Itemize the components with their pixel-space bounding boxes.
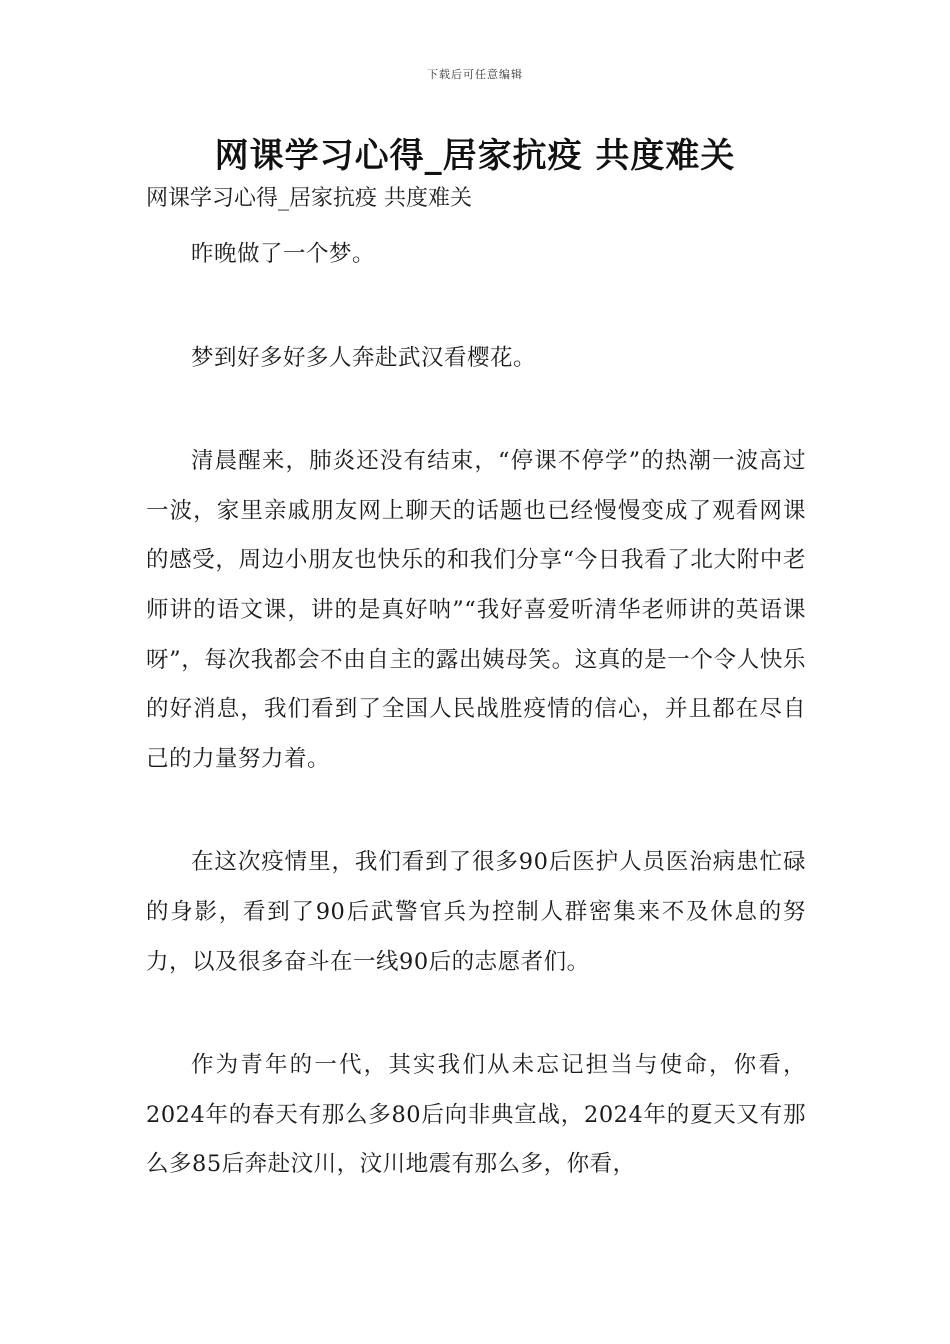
document-title: 网课学习心得_居家抗疫 共度难关 xyxy=(214,136,736,176)
paragraph: 昨晚做了一个梦。 xyxy=(191,241,376,267)
document-subtitle: 网课学习心得_居家抗疫 共度难关 xyxy=(146,186,472,211)
paragraph: 清晨醒来，肺炎还没有结束，“停课不停学”的热潮一波高过一波，家里亲戚朋友网上聊天的话题也已经慢慢变成了观看网课的感受，周边小朋友也快乐的和我们分享“今日我看了北大附中老师讲的语文课，讲的是真好呐”“我好喜爱听清华老师讲的英语课呀”，每次我都会不由自主的露出姨母笑。这真的是一个令人快乐的好消息，我们看到了全国人民战胜疫情的信心，并且都在尽自己的力量努力着。 xyxy=(146,448,806,772)
header-note: 下载后可任意编辑 xyxy=(427,68,523,81)
paragraph: 在这次疫情里，我们看到了很多90后医护人员医治病患忙碌的身影，看到了90后武警官兵为控制人群密集来不及休息的努力，以及很多奋斗在一线90后的志愿者们。 xyxy=(146,849,806,975)
document-body xyxy=(146,230,806,1244)
paragraph: 作为青年的一代，其实我们从未忘记担当与使命，你看，2024年的春天有那么多80后向非典宣战，2024年的夏天又有那么多85后奔赴汶川，汶川地震有那么多，你看， xyxy=(146,1052,806,1178)
paragraph: 梦到好多好多人奔赴武汉看樱花。 xyxy=(191,344,537,371)
